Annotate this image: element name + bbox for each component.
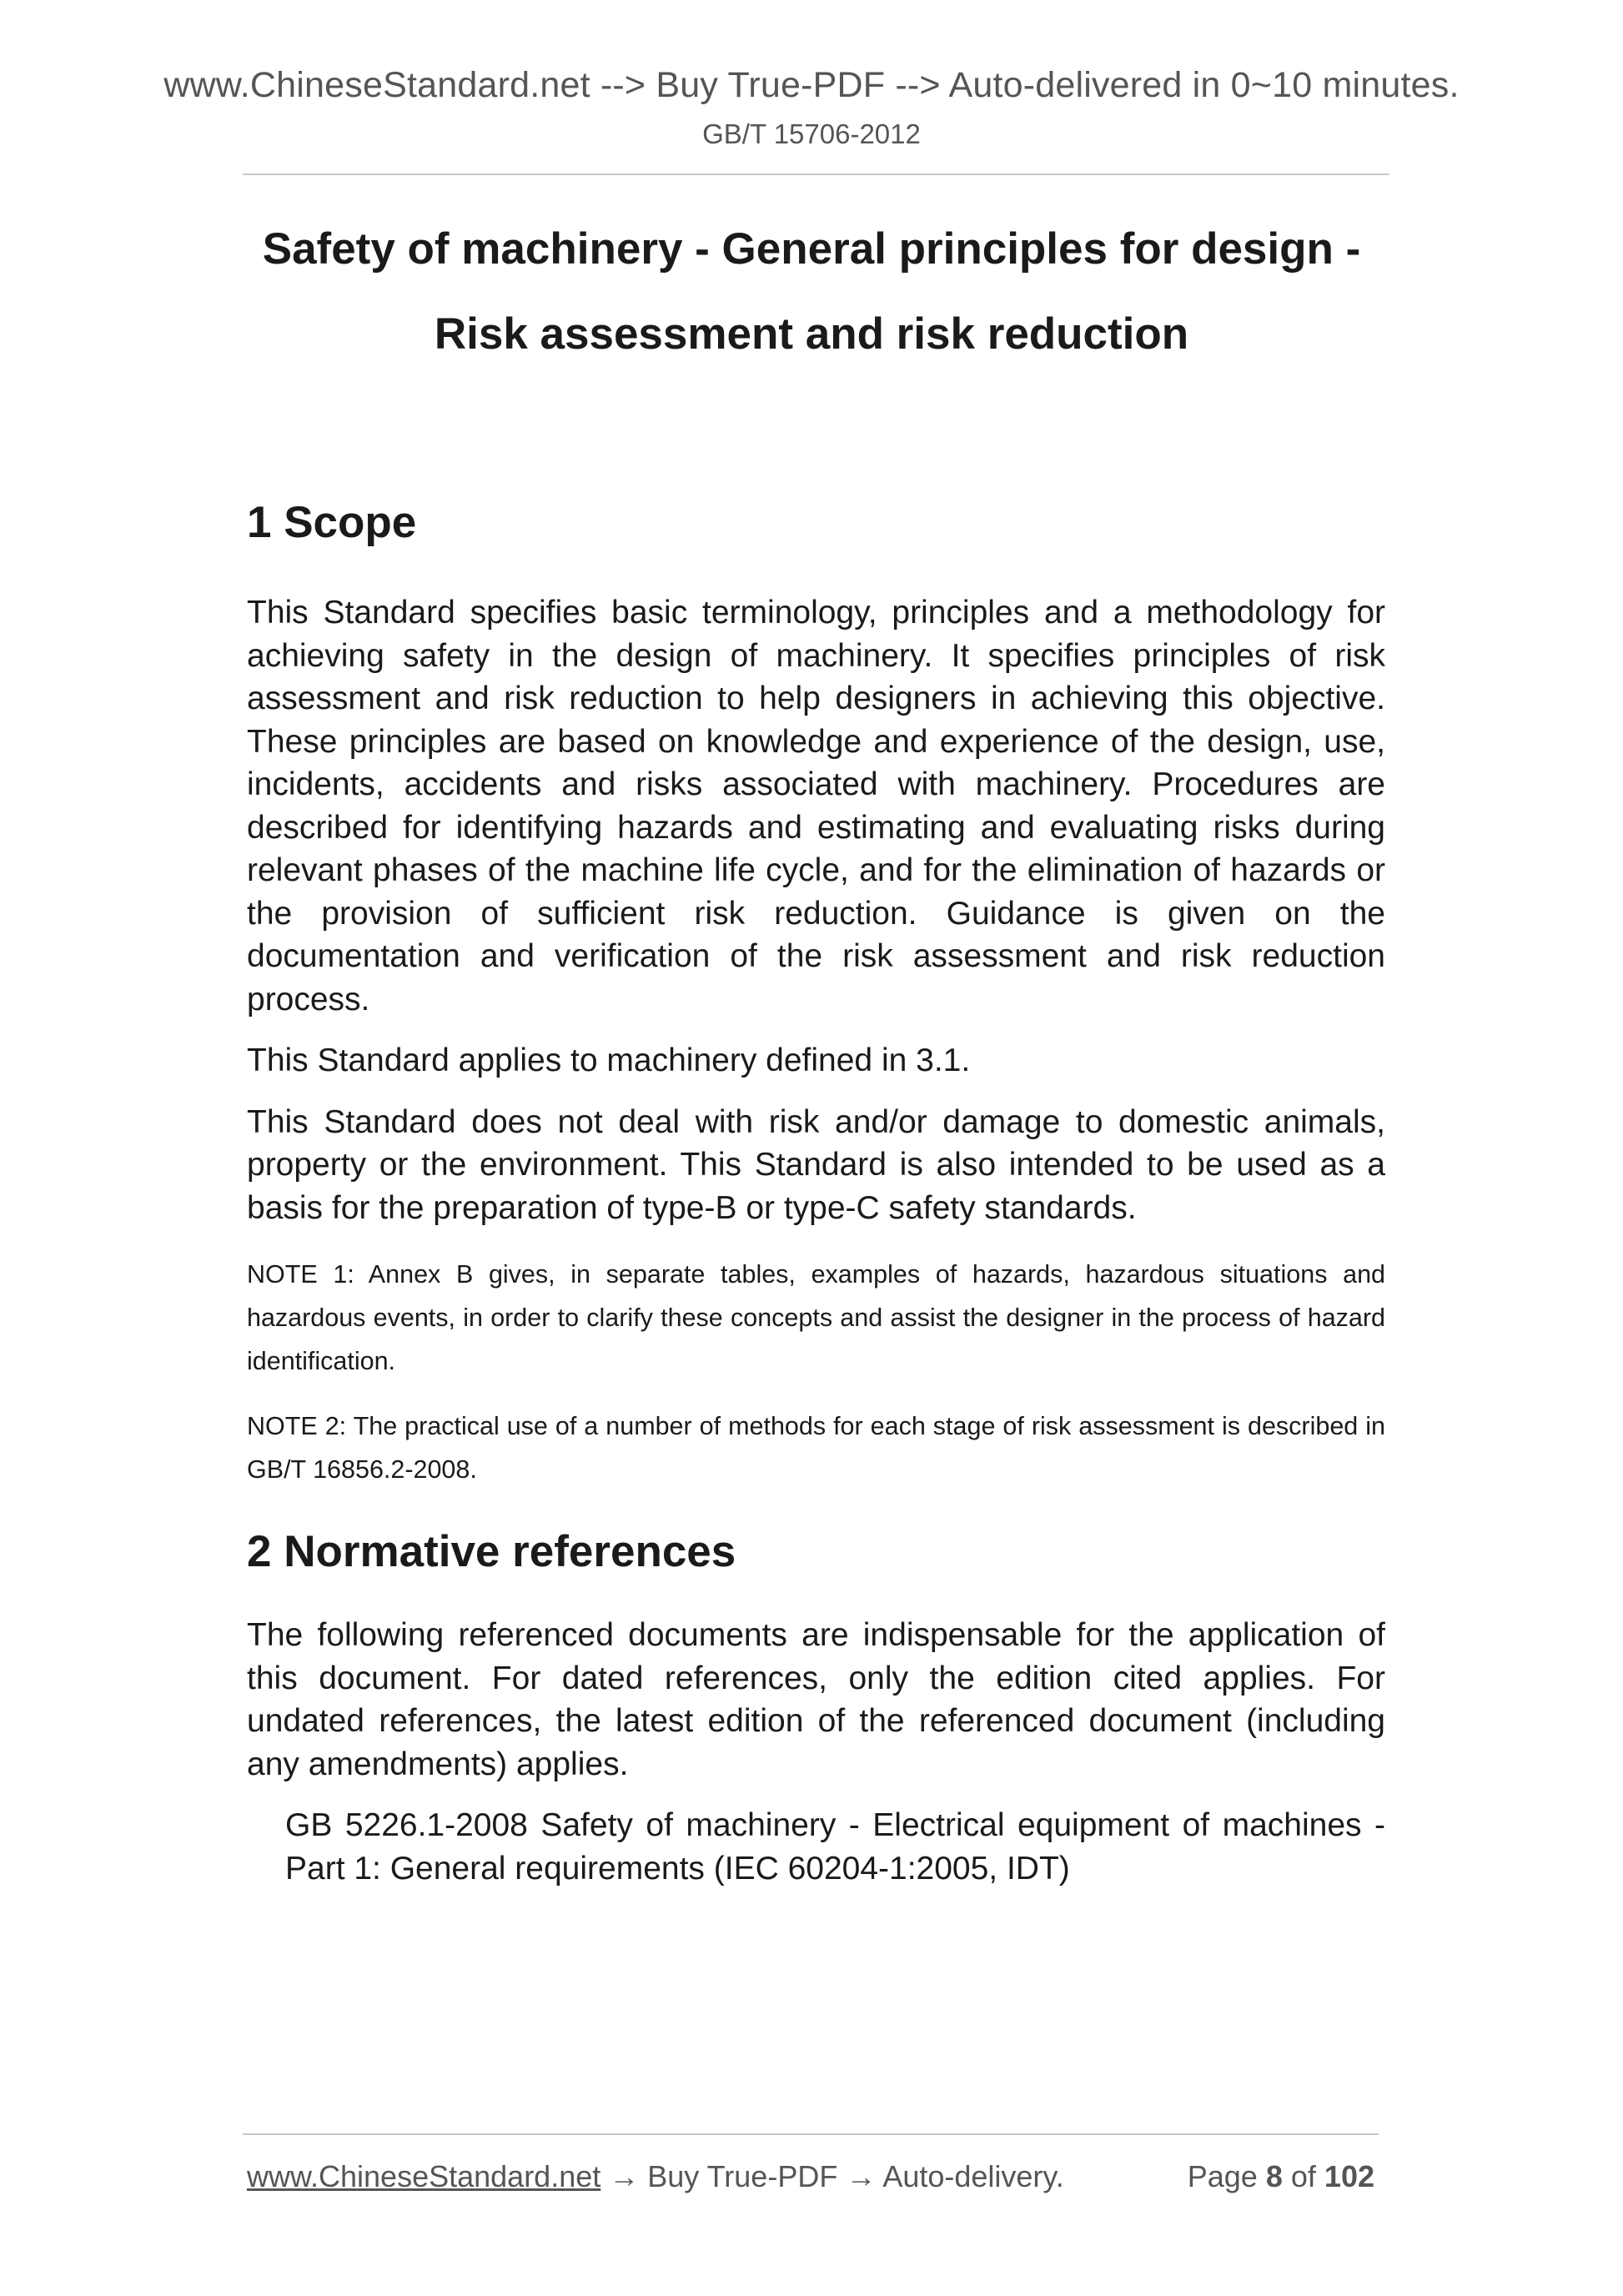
- reference-item: GB 5226.1-2008 Safety of machinery - Electrical equipment of machines - Part 1: General requirements (IEC 60204-1:2005, IDT): [285, 1807, 1385, 1887]
- page-indicator: [1188, 2159, 1374, 2194]
- document-body: [247, 497, 1385, 1890]
- scope-note-2: NOTE 2: The practical use of a number of methods for each stage of risk assessment is described in GB/T 16856.2-2008.: [247, 1412, 1385, 1484]
- page-total: 102: [1324, 2159, 1374, 2193]
- scope-note-1: NOTE 1: Annex B gives, in separate tables, examples of hazards, hazardous situations and hazardous events, in order to clarify these concepts and assist the designer in the process of hazard identification.: [247, 1260, 1385, 1375]
- document-title-line-2: Risk assessment and risk reduction: [434, 309, 1189, 359]
- normative-paragraph: The following referenced documents are indispensable for the application of this document. For dated references, only the edition cited applies. For undated references, the latest edition of the referenced document (including any amendments) applies.: [247, 1617, 1385, 1782]
- page-of: of: [1290, 2159, 1316, 2193]
- document-title-line-1: Safety of machinery - General principles for design -: [262, 224, 1361, 274]
- section-heading-normative-references: 2 Normative references: [247, 1527, 736, 1576]
- footer-tagline: → Buy True-PDF → Auto-delivery.: [600, 2159, 1064, 2193]
- standard-code: GB/T 15706-2012: [702, 118, 921, 149]
- section-heading-scope: 1 Scope: [247, 498, 417, 547]
- footer-links: [247, 2159, 1064, 2194]
- footer-site-link[interactable]: www.ChineseStandard.net: [247, 2159, 601, 2193]
- page-current: 8: [1265, 2159, 1283, 2193]
- page-label: Page: [1187, 2159, 1258, 2193]
- header-banner: www.ChineseStandard.net --> Buy True-PDF --> Auto-delivered in 0~10 minutes.: [163, 65, 1460, 105]
- scope-paragraph: This Standard applies to machinery defined in 3.1.: [247, 1042, 971, 1078]
- footer-divider: [243, 2133, 1379, 2135]
- scope-paragraph: This Standard does not deal with risk and/or damage to domestic animals, property or the environment. This Standard is also intended to be used as a basis for the preparation of type-B or type-C safety standards.: [247, 1103, 1385, 1226]
- header-divider: [243, 173, 1389, 175]
- scope-paragraph: This Standard specifies basic terminology, principles and a methodology for achieving safety in the design of machinery. It specifies principles of risk assessment and risk reduction to help designers in achieving this objective. These principles are based on knowledge and experience of the design, use, incidents, accidents and risks associated with machinery. Procedures are described for identifying hazards and estimating and evaluating risks during relevant phases of the machine life cycle, and for the elimination of hazards or the provision of sufficient risk reduction. Guidance is given on the documentation and verification of the risk assessment and risk reduction process.: [247, 595, 1385, 1017]
